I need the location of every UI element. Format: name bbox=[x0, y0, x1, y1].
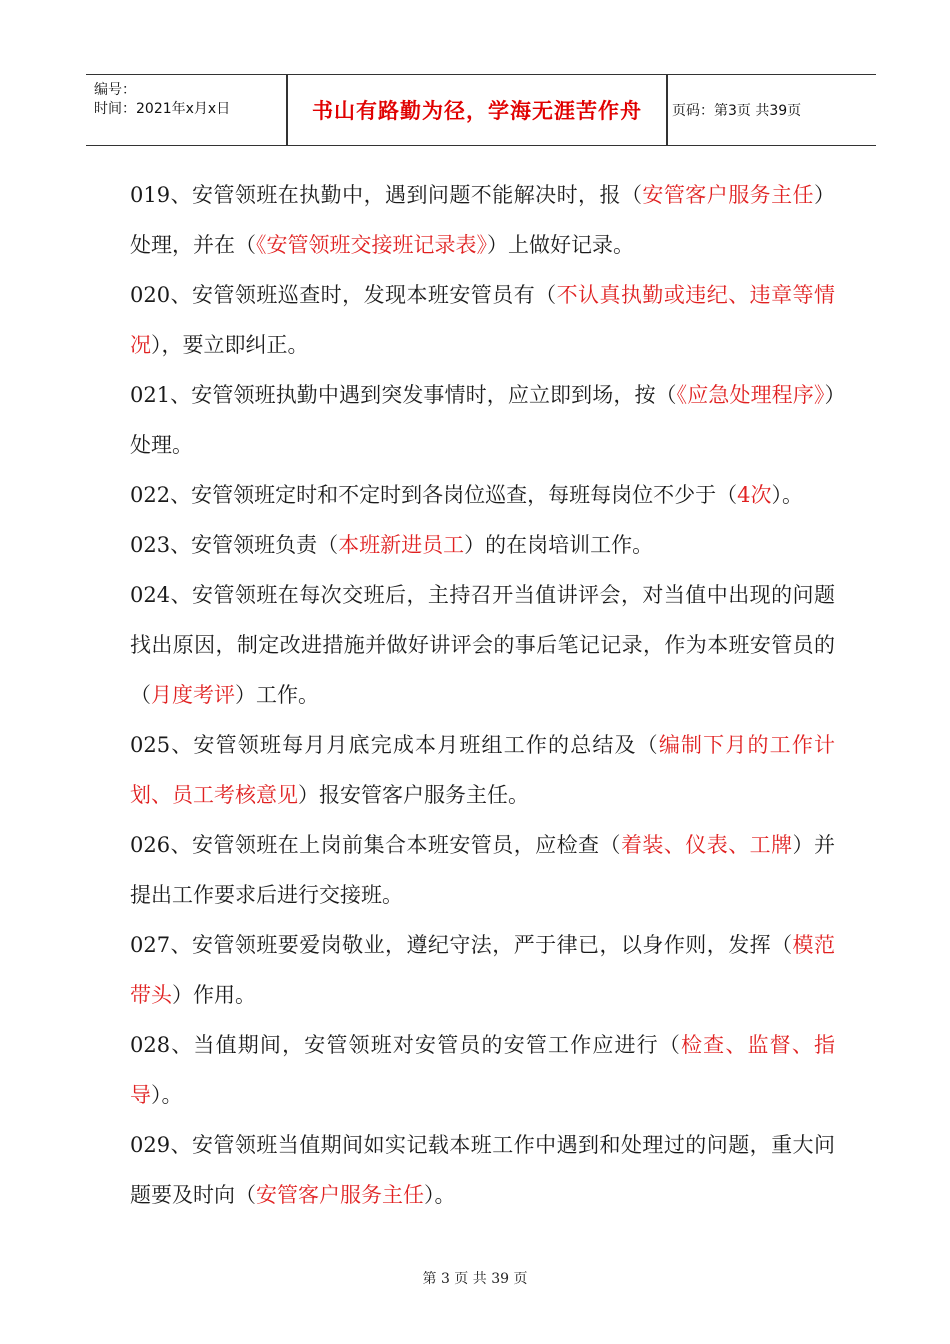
list-item: 025、安管领班每月月底完成本月班组工作的总结及（编制下月的工作计划、员工考核意见）报安管客户服务主任。 bbox=[130, 733, 835, 807]
answer-text: 模范带头 bbox=[130, 933, 835, 1007]
header-page-number: 页码：第3页 共39页 bbox=[672, 103, 802, 119]
question-list bbox=[130, 170, 835, 1220]
answer-text: 着装、仪表、工牌 bbox=[620, 833, 793, 857]
list-item: 019、安管领班在执勤中，遇到问题不能解决时，报（安管客户服务主任）处理，并在（《安管领班交接班记录表》）上做好记录。 bbox=[130, 183, 835, 257]
list-item: 023、安管领班负责（本班新进员工）的在岗培训工作。 bbox=[130, 533, 654, 557]
page-header bbox=[86, 74, 876, 146]
list-item: 028、当值期间，安管领班对安管员的安管工作应进行（检查、监督、指导）。 bbox=[130, 1033, 835, 1107]
page-footer: 第 3 页 共 39 页 bbox=[422, 1271, 528, 1287]
list-item: 029、安管领班当值期间如实记载本班工作中遇到和处理过的问题，重大问题要及时向（安管客户服务主任）。 bbox=[130, 1133, 835, 1207]
answer-text: 本班新进员工 bbox=[338, 533, 465, 557]
answer-text: 检查、监督、指导 bbox=[130, 1033, 835, 1107]
header-divider-right bbox=[666, 75, 668, 145]
list-item: 027、安管领班要爱岗敬业，遵纪守法，严于律已，以身作则，发挥（模范带头）作用。 bbox=[130, 933, 835, 1007]
document-time: 时间：2021年x月x日 bbox=[94, 101, 231, 117]
answer-text: 安管客户服务主任 bbox=[642, 183, 814, 207]
answer-text: 《应急处理程序》 bbox=[676, 383, 825, 407]
list-item: 022、安管领班定时和不定时到各岗位巡查，每班每岗位不少于（4次）。 bbox=[130, 483, 803, 507]
answer-text: 《安管领班交接班记录表》 bbox=[256, 233, 487, 257]
list-item: 021、安管领班执勤中遇到突发事情时，应立即到场，按（《应急处理程序》）处理。 bbox=[130, 383, 835, 457]
list-item: 026、安管领班在上岗前集合本班安管员，应检查（着装、仪表、工牌）并提出工作要求后进行交接班。 bbox=[130, 833, 835, 907]
answer-text: 安管客户服务主任 bbox=[256, 1183, 424, 1207]
list-item: 020、安管领班巡查时，发现本班安管员有（不认真执勤或违纪、违章等情况），要立即纠正。 bbox=[130, 283, 835, 357]
answer-text: 月度考评 bbox=[151, 683, 235, 707]
list-item: 024、安管领班在每次交班后，主持召开当值讲评会，对当值中出现的问题找出原因，制定改进措施并做好讲评会的事后笔记记录，作为本班安管员的（月度考评）工作。 bbox=[130, 583, 835, 707]
header-divider-left bbox=[286, 75, 288, 145]
answer-text: 不认真执勤或违纪、违章等情况 bbox=[130, 283, 835, 357]
answer-text: 4次 bbox=[737, 483, 772, 507]
answer-text: 编制下月的工作计划、员工考核意见 bbox=[130, 733, 835, 807]
header-motto: 书山有路勤为径，学海无涯苦作舟 bbox=[312, 98, 642, 123]
header-meta bbox=[94, 81, 284, 119]
document-number: 编号： bbox=[94, 82, 136, 98]
